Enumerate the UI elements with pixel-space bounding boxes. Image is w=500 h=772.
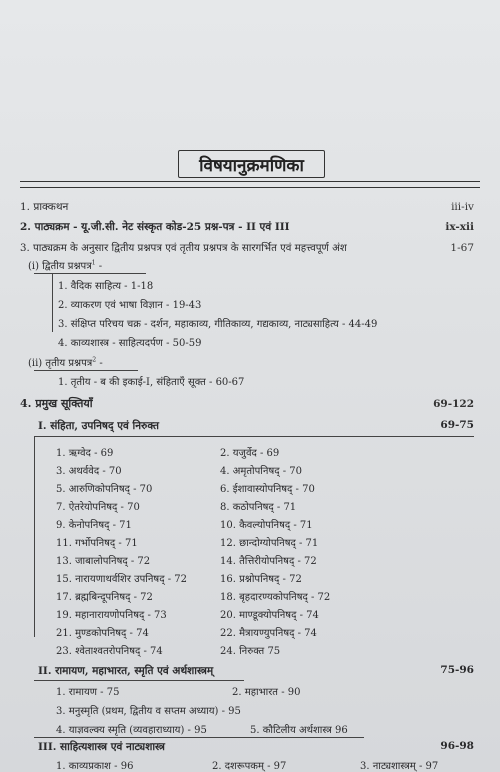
list-item: 12. छान्दोग्योपनिषद् - 71 xyxy=(220,538,319,549)
part-2-heading: II. रामायण, महाभारत, स्मृति एवं अर्थशास्त्रम् 75-96 xyxy=(38,664,474,677)
list-item: 2. दशरूपकम् - 97 xyxy=(212,761,287,772)
entry-label: 3. पाठ्यक्रम के अनुसार द्वितीय प्रश्नपत्र एवं तृतीय प्रश्नपत्र के सारगर्भित एवं महत्त्वपूर्ण अंश xyxy=(20,243,347,254)
list-item: 4. याज्ञवल्क्य स्मृति (व्यवहाराध्याय) - 95 xyxy=(56,725,207,736)
paper-2-item: 2. व्याकरण एवं भाषा विज्ञान - 19-43 xyxy=(58,300,202,311)
list-item: 2. यजुर्वेद - 69 xyxy=(220,448,280,459)
list-item: 3. मनुस्मृति (प्रथम, द्वितीय व सप्तम अध्याय) - 95 xyxy=(56,706,241,717)
list-item: 5. आरुणिकोपनिषद् - 70 xyxy=(56,484,153,495)
list-item: 20. माण्डूक्योपनिषद् - 74 xyxy=(220,610,319,621)
entry-page: iii-iv xyxy=(451,201,474,213)
list-item: 9. केनोपनिषद् - 71 xyxy=(56,520,132,531)
entry-label: 4. प्रमुख सूक्तियाँ xyxy=(20,397,93,410)
list-item: 1. रामायण - 75 xyxy=(56,687,120,698)
list-item: 1. ऋग्वेद - 69 xyxy=(56,448,114,459)
toc-entry-2 xyxy=(20,220,474,234)
section-4-heading xyxy=(20,396,474,411)
toc-entry-1 xyxy=(20,200,474,214)
list-item: 1. काव्यप्रकाश - 96 xyxy=(56,761,134,772)
list-item: 3. नाट्यशास्त्रम् - 97 xyxy=(360,761,439,772)
part-1-heading: I. संहिता, उपनिषद् एवं निरुक्त 69-75 xyxy=(38,419,474,432)
paper-2-item: 3. संक्षिप्त परिचय चक्र - दर्शन, महाकाव्य, गीतिकाव्य, गद्यकाव्य, नाट्यसाहित्य - 44-49 xyxy=(58,319,378,330)
part-2-bottom-rule xyxy=(34,737,364,738)
list-item: 19. महानारायणोपनिषद् - 73 xyxy=(56,610,167,621)
list-item: 8. कठोपनिषद् - 71 xyxy=(220,502,297,513)
list-item: 6. ईशावास्योपनिषद् - 70 xyxy=(220,484,315,495)
part-2-rule xyxy=(34,680,244,681)
list-item: 21. मुण्डकोपनिषद् - 74 xyxy=(56,628,149,639)
entry-page: 1-67 xyxy=(450,242,474,254)
paper-3-heading: (ii) तृतीय प्रश्नपत्र$^2$ - xyxy=(28,356,103,369)
list-item: 22. मैत्रायण्युपनिषद् - 74 xyxy=(220,628,317,639)
list-item: 3. अथर्ववेद - 70 xyxy=(56,466,122,477)
entry-label: 2. पाठ्यक्रम - यू.जी.सी. नेट संस्कृत कोड-25 प्रश्न-पत्र - II एवं III xyxy=(20,221,290,233)
underline xyxy=(34,273,146,274)
paper-2-heading: (i) द्वितीय प्रश्नपत्र$^1$ - xyxy=(28,259,103,272)
list-item: 24. निरुक्त 75 xyxy=(220,646,281,657)
bracket-line xyxy=(34,436,35,637)
list-item: 7. ऐतरेयोपनिषद् - 70 xyxy=(56,502,140,513)
underline xyxy=(34,370,138,371)
list-item: 2. महाभारत - 90 xyxy=(232,687,301,698)
list-item: 11. गर्भोपनिषद् - 71 xyxy=(56,538,138,549)
part-1-rule xyxy=(34,436,474,437)
paper-2-item: 4. काव्यशास्त्र - साहित्यदर्पण - 50-59 xyxy=(58,338,202,349)
entry-label: 1. प्राक्कथन xyxy=(20,201,69,213)
bracket-line xyxy=(52,273,53,332)
list-item: 10. कैवल्योपनिषद् - 71 xyxy=(220,520,313,531)
list-item: 16. प्रश्नोपनिषद् - 72 xyxy=(220,574,302,585)
list-item: 13. जाबालोपनिषद् - 72 xyxy=(56,556,151,567)
toc-entry-3 xyxy=(20,240,474,254)
list-item: 18. बृहदारण्यकोपनिषद् - 72 xyxy=(220,592,331,603)
entry-page: 69-122 xyxy=(433,398,474,410)
list-item: 4. अमृतोपनिषद् - 70 xyxy=(220,466,303,477)
top-rule xyxy=(20,181,480,182)
page-title: विषयानुक्रमणिका xyxy=(178,150,325,178)
paper-2-item: 1. वैदिक साहित्य - 1-18 xyxy=(58,281,154,292)
paper-3-item: 1. तृतीय - ब की इकाई-I, संहिताएँ सूक्त - 60-67 xyxy=(58,377,245,388)
list-item: 17. ब्रह्मबिन्दूपनिषद् - 72 xyxy=(56,592,153,603)
part-3-heading: III. साहित्यशास्त्र एवं नाट्यशास्त्र 96-98 xyxy=(38,740,474,753)
top-rule-thin xyxy=(20,187,480,188)
list-item: 5. कौटिलीय अर्थशास्त्र 96 xyxy=(250,725,348,736)
list-item: 15. नारायणाथर्वशिर उपनिषद् - 72 xyxy=(56,574,187,585)
entry-page: ix-xii xyxy=(445,221,474,233)
list-item: 23. श्वेताश्वतरोपनिषद् - 74 xyxy=(56,646,163,657)
list-item: 14. तैत्तिरीयोपनिषद् - 72 xyxy=(220,556,317,567)
